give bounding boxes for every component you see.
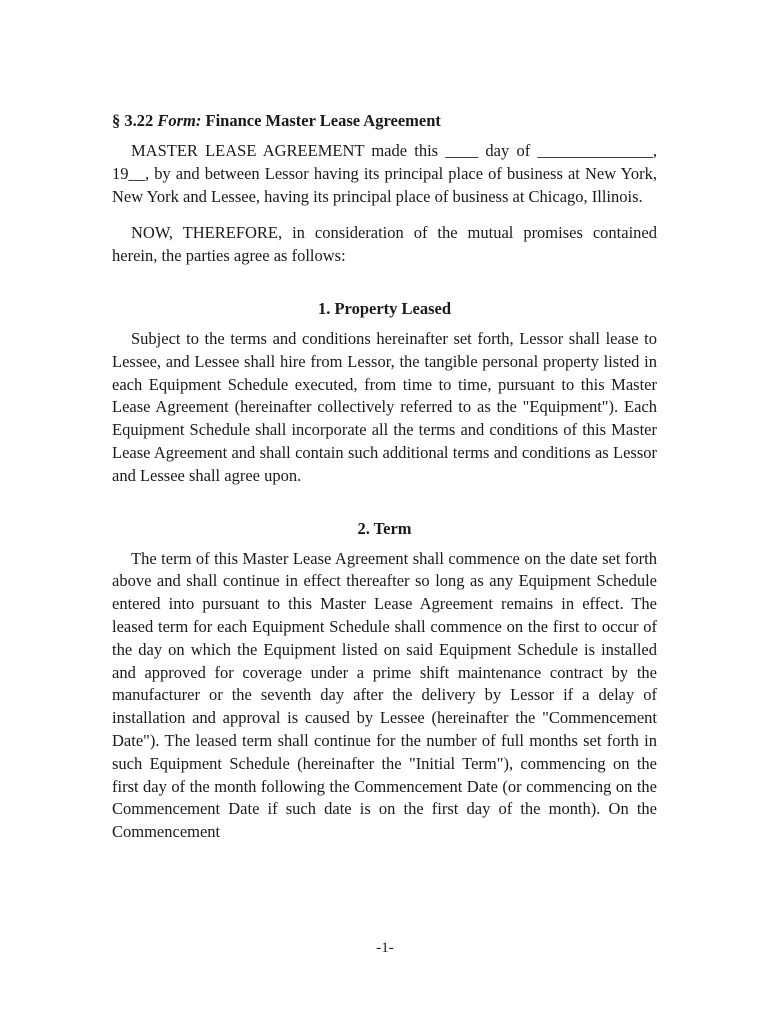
section-title-term: 2. Term [357, 518, 412, 538]
page-number: -1- [376, 940, 394, 956]
section-title-property-leased: 1. Property Leased [317, 298, 452, 318]
section-number: § 3.22 [112, 111, 154, 130]
intro-paragraph: MASTER LEASE AGREEMENT made this ____ day of ______________, 19__, by and between Lessor having its principal place of business at New York, New York and Lessee, having its principal place of business at Chicago, Illinois. [112, 141, 657, 206]
document-page [112, 110, 657, 844]
document-title: Finance Master Lease Agreement [205, 111, 441, 130]
section-body-term: The term of this Master Lease Agreement shall commence on the date set forth above and shall continue in effect thereafter so long as any Equipment Schedule entered into pursuant to this Master Lease Agreement remains in effect. The leased term for each Equipment Schedule shall commence on the first to occur of the day on which the Equipment listed on said Equipment Schedule is installed and approved for coverage under a prime shift maintenance contract by the manufacturer or the seventh day after the delivery by Lessor if a delay of installation and approval is caused by Lessee (hereinafter the "Commencement Date"). The leased term shall continue for the number of full months set forth in such Equipment Schedule (hereinafter the "Initial Term"), commencing on the first day of the month following the Commencement Date (or commencing on the Commencement Date if such date is on the first day of the month). On the Commencement [112, 548, 657, 842]
form-label: Form: [157, 111, 202, 130]
section-body-property-leased: Subject to the terms and conditions hereinafter set forth, Lessor shall lease to Lessee, and Lessee shall hire from Lessor, the tangible personal property listed in each Equipment Schedule executed, from time to time, pursuant to this Master Lease Agreement (hereinafter collectively referred to as the "Equipment"). Each Equipment Schedule shall incorporate all the terms and conditions of this Master Lease Agreement and shall contain such additional terms and conditions as Lessor and Lessee shall agree upon. [112, 328, 657, 485]
now-therefore-paragraph: NOW, THEREFORE, in consideration of the mutual promises contained herein, the parties agree as follows: [112, 223, 657, 266]
document-heading [112, 110, 657, 132]
